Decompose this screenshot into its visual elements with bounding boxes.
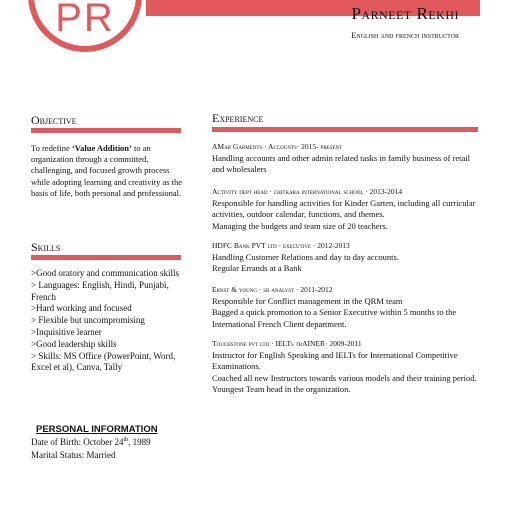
job-detail: Instructor for English Speaking and IELTs for International Competitive Examinations. (212, 350, 458, 372)
marital-status: Marital Status: Married (31, 450, 116, 460)
job-entry (212, 141, 480, 176)
job-header: HDFC Bank PVT ltd · executive · 2012-2013 (212, 241, 350, 250)
job-entry (212, 186, 480, 232)
job-header: Touchstone pvt ltd · IELTs trAINER· 2009-2011 (212, 339, 362, 348)
objective-text (31, 143, 183, 199)
dob-year: , 1989 (128, 437, 151, 447)
skill-item: > Skills: MS Office (PowerPoint, Word, Excel et al), Canva, Tally (31, 350, 176, 373)
skill-item: >Good oratory and communication skills (31, 268, 180, 278)
personal-info-heading: PERSONAL INFORMATION (36, 424, 158, 435)
job-detail: Managing the budgets and team size of 20 teachers. (212, 220, 388, 231)
job-detail: Handling Customer Relations and day to day accounts. (212, 252, 399, 263)
job-detail: Youngest Team head in the organization. (212, 383, 351, 394)
objective-text-rest: to an organization through a committed, challenging, and focused growth process while adopting learning and creativity as the basis of life, both personal and professional. (31, 143, 183, 198)
experience-heading: Experience (212, 111, 264, 125)
date-of-birth (31, 437, 151, 447)
skill-item: >Hard working and focused (31, 303, 132, 314)
objective-text-bold: ‘Value Addition’ (71, 143, 132, 153)
job-detail: Coached all new Instructors towards various models and their training period. (212, 372, 477, 383)
candidate-name: Parneet Rekhi (351, 4, 459, 23)
job-detail: Regular Errands at a Bank (212, 263, 302, 274)
candidate-subtitle: English and french instructor (351, 30, 459, 40)
experience-divider (212, 127, 478, 132)
job-detail: Responsible for handling activities for Kinder Garten, including all curricular activities, outdoor calendar, functions, and themes. (212, 198, 476, 220)
skill-item: > Flexible but uncompromising (31, 315, 145, 326)
skill-item: >Good leadership skills (31, 338, 117, 349)
job-detail: Responsible for Conflict management in the QRM team (212, 296, 403, 307)
skills-divider (31, 255, 181, 260)
skills-list (31, 268, 191, 374)
skill-item: >Inquisitive learner (31, 326, 102, 337)
monogram-circle (28, 0, 142, 52)
job-entry (212, 338, 480, 395)
job-header: AMar Garments · Accounts· 2015- present (212, 142, 343, 151)
job-header: Activity dept head · chitkara international school · 2013-2014 (212, 187, 403, 196)
dob-suffix: th (123, 437, 129, 443)
skills-heading: Skills (31, 240, 61, 254)
objective-divider (31, 128, 181, 133)
skill-item: > Languages: English, Hindi, Punjabi, French (31, 279, 169, 302)
job-entry (212, 284, 480, 330)
job-detail: Bagged a quick promotion to a Senior Executive within 5 months to the International French Client department. (212, 307, 457, 329)
monogram-text: PR (55, 0, 115, 40)
job-entry (212, 240, 480, 275)
job-header: Ernst & young · sr analyst · 2011-2012 (212, 285, 333, 294)
objective-text-prefix: To redefine (31, 143, 72, 153)
job-detail: Handling accounts and other admin related tasks in family business of retail and wholesalers (212, 153, 471, 175)
dob-label: Date of Birth: October 24 (31, 437, 124, 447)
objective-heading: Objective (31, 113, 77, 127)
